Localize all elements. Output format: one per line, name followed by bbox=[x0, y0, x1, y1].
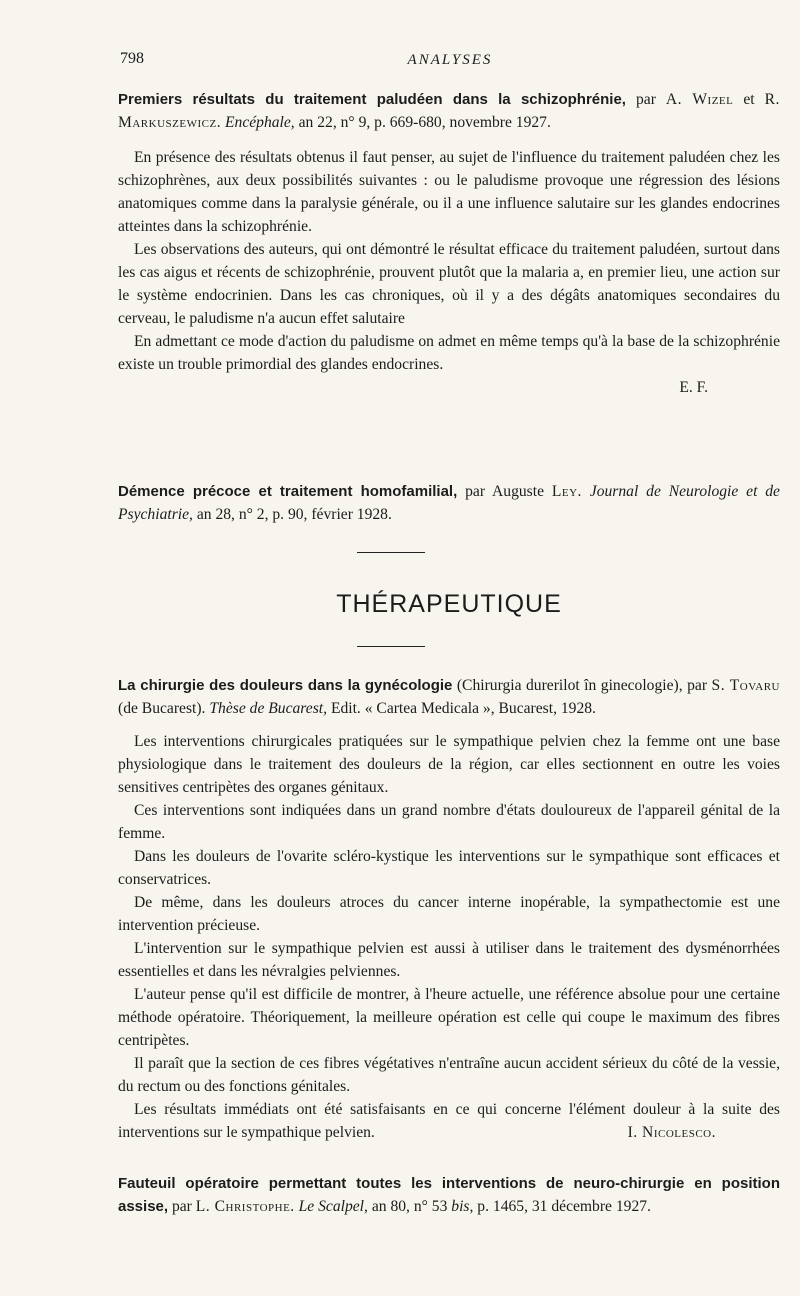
article-title: Démence précoce et traitement homofamilial, bbox=[118, 483, 458, 500]
article-demence-precoce bbox=[118, 480, 780, 526]
and-word: et bbox=[743, 91, 755, 108]
author-name: Ley. bbox=[551, 483, 582, 500]
article-title: La chirurgie des douleurs dans la gynécologie bbox=[118, 677, 453, 694]
body-paragraph: Dans les douleurs de l'ovarite scléro-kystique les interventions sur le sympathique sont efficaces et conservatrices. bbox=[118, 848, 780, 888]
body-paragraph: En admettant ce mode d'action du paludisme on admet en même temps qu'à la base de la schizophrénie existe un trouble primordial des glandes endocrines. bbox=[118, 333, 780, 373]
article-fauteuil-operatoire bbox=[118, 1172, 780, 1218]
body-paragraph: Il paraît que la section de ces fibres végétatives n'entraîne aucun accident sérieux du côté de la vessie, du rectum ou des fonctions génitales. bbox=[118, 1055, 780, 1095]
journal-name: Encéphale, bbox=[225, 114, 295, 131]
running-title: ANALYSES bbox=[407, 52, 493, 68]
body-paragraph-last bbox=[118, 1098, 780, 1144]
author-name: R. Markuszewicz. bbox=[118, 91, 780, 131]
reviewer-signature: I. Nicolesco. bbox=[627, 1124, 716, 1141]
by-word: par Auguste bbox=[465, 483, 544, 500]
author-name: L. Christophe. bbox=[195, 1198, 295, 1215]
article-reference bbox=[118, 674, 780, 720]
author-place: (de Bucarest). bbox=[118, 700, 206, 717]
article-reference bbox=[118, 88, 780, 134]
by-word: par bbox=[635, 91, 656, 108]
by-word: par bbox=[171, 1198, 192, 1215]
article-title: Fauteuil opératoire permettant toutes les interventions de neuro-chirurgie en position assise, bbox=[118, 1175, 780, 1215]
paragraph-text: Les résultats immédiats ont été satisfaisants en ce qui concerne l'élément douleur à la suite des interventions sur le sympathique pelvien. bbox=[118, 1101, 780, 1141]
journal-name: Le Scalpel, bbox=[298, 1198, 368, 1215]
thesis-name: Thèse de Bucarest, bbox=[209, 700, 328, 717]
section-title: THÉRAPEUTIQUE bbox=[336, 590, 562, 618]
publication-details: Edit. « Cartea Medicala », Bucarest, 1928. bbox=[330, 700, 596, 717]
publication-details: an 28, n° 2, p. 90, février 1928. bbox=[196, 506, 392, 523]
article-reference bbox=[118, 480, 780, 526]
bis-marker: bis, bbox=[451, 1198, 474, 1215]
body-paragraph: En présence des résultats obtenus il faut penser, au sujet de l'influence du traitement paludéen chez les schizophrènes, aux deux possibilités suivantes : ou le paludisme provoque une régression des lésions anatomiques comme dans la paralysie générale, ou il a une influence salutaire sur les glandes endocrines atteintes dans la schizophrénie. bbox=[118, 149, 780, 235]
author-name: S. Tovaru bbox=[711, 677, 780, 694]
body-paragraph: Les observations des auteurs, qui ont démontré le résultat efficace du traitement paludéen, surtout dans les cas aigus et récents de schizophrénie, prouvent plutôt que la malaria a, en premier lieu, une action sur le système endocrinien. Dans les cas chroniques, où il y a des dégâts anatomiques secondaires du cerveau, le paludisme n'a aucun effet salutaire bbox=[118, 241, 780, 327]
section-rule-bottom bbox=[357, 646, 425, 647]
running-head bbox=[120, 50, 780, 74]
by-word: par bbox=[687, 677, 708, 694]
publication-details: an 80, n° 53 bbox=[371, 1198, 448, 1215]
original-title: (Chirurgia durerilot în ginecologie), bbox=[456, 677, 683, 694]
reviewer-signature: E. F. bbox=[679, 379, 708, 396]
article-chirurgie-douleurs bbox=[118, 674, 780, 1144]
body-paragraph: Ces interventions sont indiquées dans un grand nombre d'états douloureux de l'appareil génital de la femme. bbox=[118, 802, 780, 842]
page-number: 798 bbox=[120, 50, 144, 67]
section-rule-top bbox=[357, 552, 425, 553]
publication-details: p. 1465, 31 décembre 1927. bbox=[477, 1198, 651, 1215]
body-paragraph: L'intervention sur le sympathique pelvien est aussi à utiliser dans le traitement des dysménorrhées essentielles et dans les névralgies pelviennes. bbox=[118, 940, 780, 980]
body-paragraph: De même, dans les douleurs atroces du cancer interne inopérable, la sympathectomie est une intervention précieuse. bbox=[118, 894, 780, 934]
body-paragraph: Les interventions chirurgicales pratiquées sur le sympathique pelvien chez la femme ont une base physiologique dans le traitement des douleurs de la région, car elles sectionnent en outre les voies sensitives centripètes des organes génitaux. bbox=[118, 733, 780, 796]
article-schizophrenie bbox=[118, 88, 780, 399]
article-title: Premiers résultats du traitement paludéen dans la schizophrénie, bbox=[118, 91, 626, 108]
journal-name: Journal de Neurologie et de Psychiatrie, bbox=[118, 483, 780, 523]
body-paragraph: L'auteur pense qu'il est difficile de montrer, à l'heure actuelle, une référence absolue pour une certaine méthode opératoire. Théoriquement, la meilleure opération est celle qui coupe le maximum des fibres centripètes. bbox=[118, 986, 780, 1049]
publication-details: an 22, n° 9, p. 669-680, novembre 1927. bbox=[298, 114, 551, 131]
article-reference bbox=[118, 1172, 780, 1218]
author-name: A. Wizel bbox=[665, 91, 734, 108]
